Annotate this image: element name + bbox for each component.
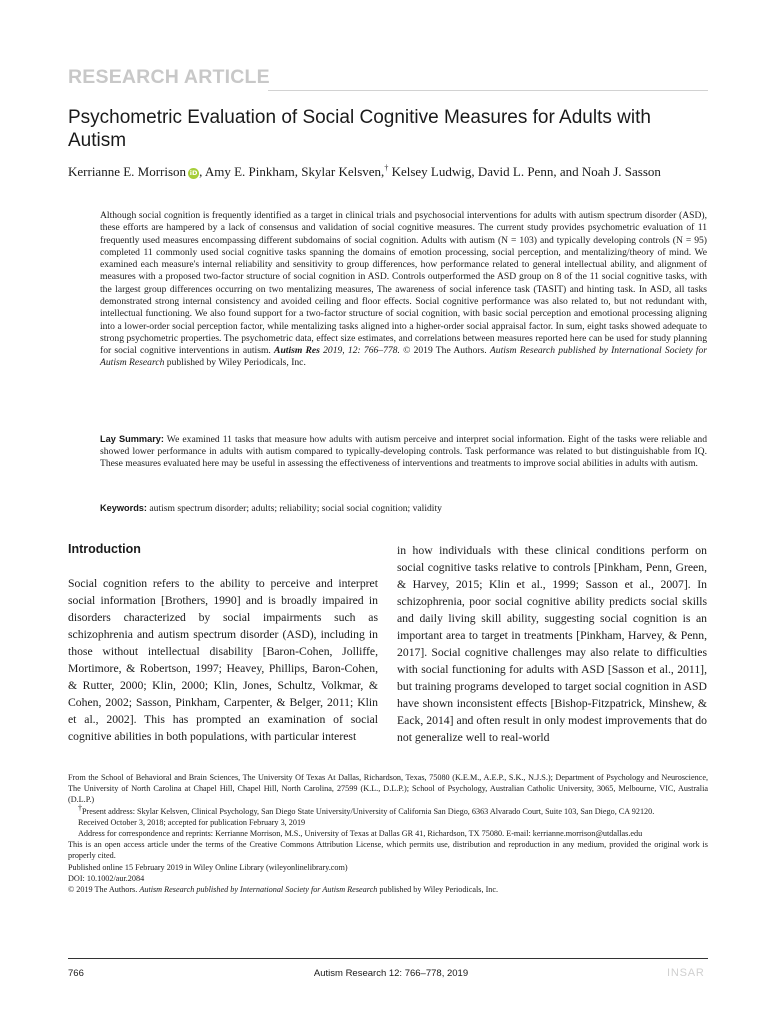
introduction-right-text: in how individuals with these clinical conditions perform on social cognitive tasks relative to controls [Pinkham, Penn, Green, & Harvey, 2015; Klin et al., 1999; Sasson et al., 2007]. In schizophrenia, poor social cognitive ability predicts social skills and daily living skill ability, suggesting social cognition is an important area to target in treatments [Pinkham, Harvey, & Penn, 2017]. Social cognitive challenges may also relate to difficulties with social functioning for adults with ASD [Sasson et al., 2011], but training programs developed to target social cognition in ASD have shown inconsistent effects [Bishop-Fitzpatrick, Minshew, & Eack, 2014] and often result in only modest improvements that do not generalize well to real-world xyxy=(397,544,707,744)
lay-summary xyxy=(100,433,707,471)
author-rest: , Amy E. Pinkham, Skylar Kelsven, xyxy=(199,164,385,179)
page-number: 766 xyxy=(68,968,84,979)
footnote-affiliations: From the School of Behavioral and Brain Sciences, The University Of Texas At Dallas, Richardson, Texas, 75080 (K.E.M., A.E.P., S.K., N.J.S.); Department of Psychology and Neuroscience, The University of North Carolina at Chapel Hill, Chapel Hill, North Carolina, 27599 (K.L., D.L.P.); School of Psychology, Australian Catholic University, 3065, Melbourne, VIC, Australia (D.L.P.) xyxy=(68,773,708,805)
author-list xyxy=(68,163,708,180)
footnote-copyright-italic: Autism Research published by International Society for Autism Research xyxy=(139,885,378,895)
abstract-citation-details: 2019, 12: 766–778. xyxy=(319,345,400,357)
footer-journal: Autism Research 12: 766–778, 2019 xyxy=(313,968,469,979)
keywords-text: autism spectrum disorder; adults; reliability; social social cognition; validity xyxy=(146,503,442,514)
author-first: Kerrianne E. Morrison xyxy=(68,164,187,179)
lay-summary-text: We examined 11 tasks that measure how adults with autism perceive and interpret social information. Eight of the tasks were reliable and showed lower performance in adults with autism compared to typically-developing controls. Task performance was related to but distinguishable from IQ. These measures evaluated here may be useful in assessing the effectiveness of interventions and treatments to improve social abilities in adults with autism. xyxy=(100,434,707,470)
introduction-left-text: Social cognition refers to the ability to perceive and interpret social information [Brothers, 1990] and is broadly impaired in disorders characterized by social impairments such as schizophrenia and autism spectrum disorder (ASD), including in those without intellectual disability [Baron-Cohen, Jolliffe, Mortimore, & Robertson, 1997; Heavey, Phillips, Baron-Cohen, & Rutter, 2000; Klin, 2000; Klin, Jones, Schultz, Volkmar, & Cohen, 2002; Sasson, Pinkham, Carpenter, & Belger, 2011; Klin et al., 2002]. This has prompted an examination of social cognitive abilities in both populations, with particular interest xyxy=(68,577,378,743)
insar-logo: INSAR xyxy=(667,967,705,979)
footnote-license: This is an open access article under the terms of the Creative Commons Attribution License, which permits use, distribution and reproduction in any medium, provided the original work is properly cited. xyxy=(68,840,708,861)
footnote-present-address-text: Present address: Skylar Kelsven, Clinical Psychology, San Diego State University/University of California San Diego, 6363 Alvarado Court, Suite 103, San Diego, CA 92120. xyxy=(82,806,655,816)
footnote-copyright-b: published by Wiley Periodicals, Inc. xyxy=(377,885,499,895)
footnote-published: Published online 15 February 2019 in Wiley Online Library (wileyonlinelibrary.com) xyxy=(68,862,348,872)
footnote-dagger: † xyxy=(78,802,82,812)
footnote-correspondence: Address for correspondence and reprints: Kerrianne Morrison, M.S., University of Texas at Dallas GR 41, Richardson, TX 75080. E-mail: kerrianne.morrison@utdallas.edu xyxy=(78,829,643,839)
footnotes xyxy=(68,772,708,895)
keywords-label: Keywords: xyxy=(100,503,147,513)
footnote-received: Received October 3, 2018; accepted for publication February 3, 2019 xyxy=(78,817,306,827)
abstract-copyright-a: © 2019 The Authors. xyxy=(399,345,490,357)
introduction-left-column xyxy=(68,575,378,745)
footer-rule xyxy=(68,958,708,959)
footnote-present-address xyxy=(68,802,708,817)
header-rule xyxy=(268,90,708,91)
footnote-copyright xyxy=(68,884,708,895)
abstract-citation-journal: Autism Res xyxy=(274,345,320,357)
abstract-copyright-italic: Autism Research published by International Society for Autism Research xyxy=(100,345,708,369)
orcid-icon[interactable]: iD xyxy=(189,169,198,177)
abstract xyxy=(100,210,707,370)
article-type-header xyxy=(68,66,708,96)
footnote-copyright-a: © 2019 The Authors. xyxy=(68,885,140,895)
abstract-text: Although social cognition is frequently identified as a target in clinical trials and psychosocial interventions for adults with autism spectrum disorder (ASD), these efforts are hampered by a lack of consensus and validation of social cognitive measures. The current study provides psychometric evaluation of 11 frequently used measures encompassing different subdomains of social cognition. Adults with autism (N = 103) and typically developing controls (N = 95) completed 11 commonly used social cognitive tasks spanning the domains of emotion processing, social perception, and mentalizing/theory of mind. We examined each measure's internal reliability and sensitivity to group differences, how performance related to general intellectual ability, and alignment of measures with a proposed two-factor structure of social cognition in ASD. Controls outperformed the ASD group on 8 of the 11 social cognitive tasks, with the largest group differences occurring on two mentalizing measures, The awareness of social inference task (TASIT) and hinting task. In ASD, all tasks demonstrated strong internal consistency and avoided ceiling and floor effects. Social cognitive performance was also related to, but not redundant with, intellectual functioning. We also found support for a two-factor structure of social cognition, with basic social perception and emotional processing aligning into a lower-order social perception factor, while mentalizing tasks aligned into a higher-order social appraisal factor. In sum, eight tasks showed adequate to strong psychometric properties. The psychometric data, effect size estimates, and correlations between measures reported here can be used for study planning for social cognitive interventions in autism. xyxy=(100,210,707,357)
lay-summary-label: Lay Summary: xyxy=(100,434,164,444)
introduction-heading: Introduction xyxy=(68,542,141,556)
introduction-right-column xyxy=(397,542,707,746)
keywords xyxy=(100,502,707,515)
article-type-label: RESEARCH ARTICLE xyxy=(68,66,270,88)
dagger-mark: † xyxy=(384,163,389,173)
article-title: Psychometric Evaluation of Social Cognitive Measures for Adults with Autism xyxy=(68,107,651,151)
footnote-doi: DOI: 10.1002/aur.2084 xyxy=(68,873,145,883)
abstract-copyright-b: published by Wiley Periodicals, Inc. xyxy=(164,357,306,369)
author-tail: Kelsey Ludwig, David L. Penn, and Noah J. Sasson xyxy=(388,164,661,179)
